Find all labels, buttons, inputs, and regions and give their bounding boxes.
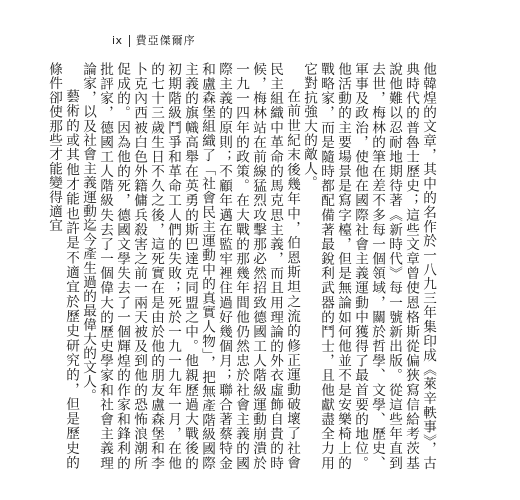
paragraph: 在前世紀末後幾年中，伯恩斯坦之流的修正運動破壞了社會民主組織中革命的馬克思主義，而且用理論的外衣虛飾自貴的時候，梅林站在前線猛烈攻擊那必然招致德國工人階級運動崩潰於一九一四年的政策。在大戰的那幾年間他仍然忠於社會主義的國際主義的原則；不顧年邁在監牢裡住過好幾個月；聯合著蔡特金和盧森堡組織了「社會民主運動中的真實人物」，把無產階級國際主義的旗幟高舉在英勇的斯巴達克同盟之中。他親歷過大戰後的初期階級鬥爭和革命工人們的失敗；死於一九一九年一月，在他的七十三歲生日不久之後，這死實在是由於他的朋友盧森堡和李卜克內西被白色外籍傭兵殺害之前一兩天被及到他的恐怖浪潮所促成的。因為他的死，德國文學失去了一個輝煌的作家和鋒利的批評家，德國工人階級失去了一個偉大的歷史學家和社會主義理論家，以及社會主義運動迄今產生過的最偉大的文人。	[80, 62, 300, 470]
body-text	[46, 62, 436, 470]
page-number: ix	[112, 34, 123, 47]
paragraph: 他韓煌的文章，其中的名作於一八九三年集印成《萊辛軼事》，古典時代的普魯士歷史；這些文章曾使恩格斯從偏狹寫信給考茨基說他難以忍耐地期待著《新時代》每一號新出版。從這些年直到去世，梅林的筆在差不多每一個領域，關於哲學、文學、歷史、軍事及政治，使他在國際社會主義運動中獲得了最首要的地位。他活動的主要場景是寫字檯，但是無論如何他並不是安樂椅上的戰略家，而是隨時都配備著最銳利武器的鬥士，且他獻盡全力用它對抗強大的敵人。	[301, 62, 436, 470]
paragraph: 藝術的或其他才能也許是不適宜於歷史研究的，但是歷史的條件卻使那些才能變得適宜	[46, 62, 79, 470]
page-header	[112, 34, 196, 48]
running-title: 費亞傑爾序	[135, 34, 196, 47]
header-divider	[129, 35, 130, 47]
